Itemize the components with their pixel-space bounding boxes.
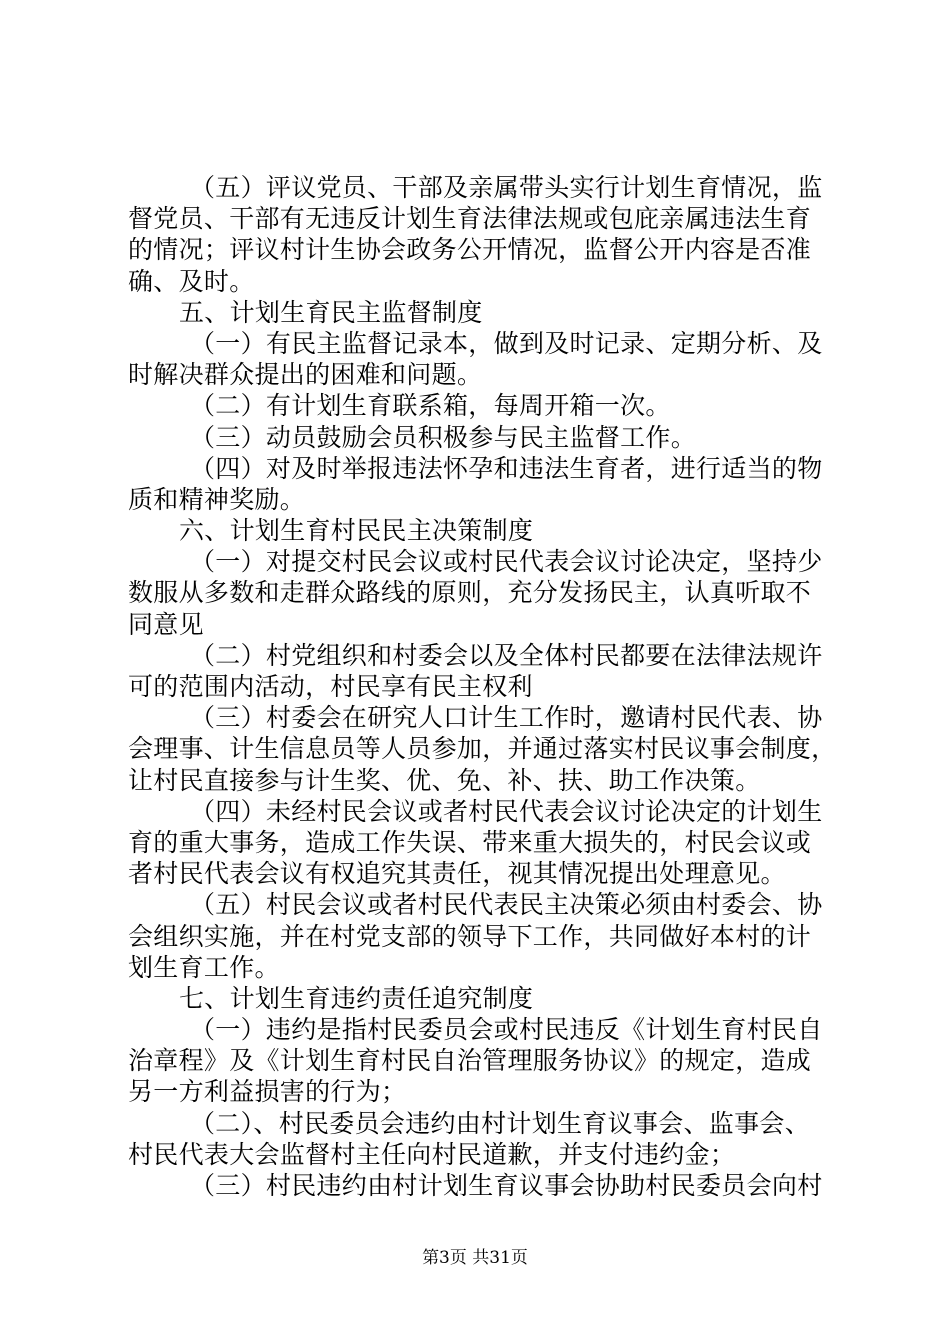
text-line: （四）未经村民会议或者村民代表会议讨论决定的计划生 [190,796,823,826]
text-line: 督党员、干部有无违反计划生育法律法规或包庇亲属违法生育 [128,204,812,234]
text-line: 另一方利益损害的行为； [128,1077,407,1107]
text-line: （一）对提交村民会议或村民代表会议讨论决定，坚持少 [190,547,823,577]
text-line: 育的重大事务，造成工作失误、带来重大损失的，村民会议或 [128,827,812,857]
text-line: （二）有计划生育联系箱，每周开箱一次。 [190,391,671,421]
text-line: 会理事、计生信息员等人员参加，并通过落实村民议事会制度， [128,734,837,764]
page-number: 第3页 共31页 [422,1248,528,1268]
text-line: 村民代表大会监督村主任向村民道歉，并支付违约金； [128,1139,736,1169]
text-line: （二）村党组织和村委会以及全体村民都要在法律法规许 [190,640,823,670]
text-line: （一）违约是指村民委员会或村民违反《计划生育村民自 [190,1015,823,1045]
text-line: （五）评议党员、干部及亲属带头实行计划生育情况，监 [190,173,823,202]
text-line: （三）动员鼓励会员积极参与民主监督工作。 [190,422,697,452]
text-line: 可的范围内活动，村民享有民主权利 [128,672,533,701]
text-line: 者村民代表会议有权追究其责任，视其情况提出处理意见。 [128,859,786,889]
text-line: （四）对及时举报违法怀孕和违法生育者，进行适当的物 [190,453,823,483]
text-line: 确、及时。 [128,266,255,296]
text-line: 六、计划生育村民民主决策制度 [179,516,534,546]
text-line: 七、计划生育违约责任追究制度 [179,983,534,1013]
text-line: 治章程》及《计划生育村民自治管理服务协议》的规定，造成 [128,1046,812,1076]
text-line: 同意见 [128,609,204,639]
text-line: 会组织实施，并在村党支部的领导下工作，共同做好本村的计 [128,921,812,951]
document-body [128,172,835,1201]
text-line: （五）村民会议或者村民代表民主决策必须由村委会、协 [190,890,823,920]
text-line: 五、计划生育民主监督制度 [179,297,483,327]
text-line: 让村民直接参与计生奖、优、免、补、扶、助工作决策。 [128,765,761,795]
page-footer [0,1243,950,1268]
text-line: 划生育工作。 [128,952,280,982]
text-line: 时解决群众提出的困难和问题。 [128,360,483,390]
text-line: 的情况；评议村计生协会政务公开情况，监督公开内容是否准 [128,235,812,265]
text-line: （三）村民违约由村计划生育议事会协助村民委员会向村 [190,1171,823,1200]
text-line: （二）、村民委员会违约由村计划生育议事会、监事会、 [190,1108,811,1138]
text-line: 质和精神奖励。 [128,484,306,514]
text-line: （一）有民主监督记录本，做到及时记录、定期分析、及 [190,328,823,358]
text-line: 数服从多数和走群众路线的原则，充分发扬民主，认真听取不 [128,578,812,608]
text-line: （三）村委会在研究人口计生工作时，邀请村民代表、协 [190,703,823,733]
